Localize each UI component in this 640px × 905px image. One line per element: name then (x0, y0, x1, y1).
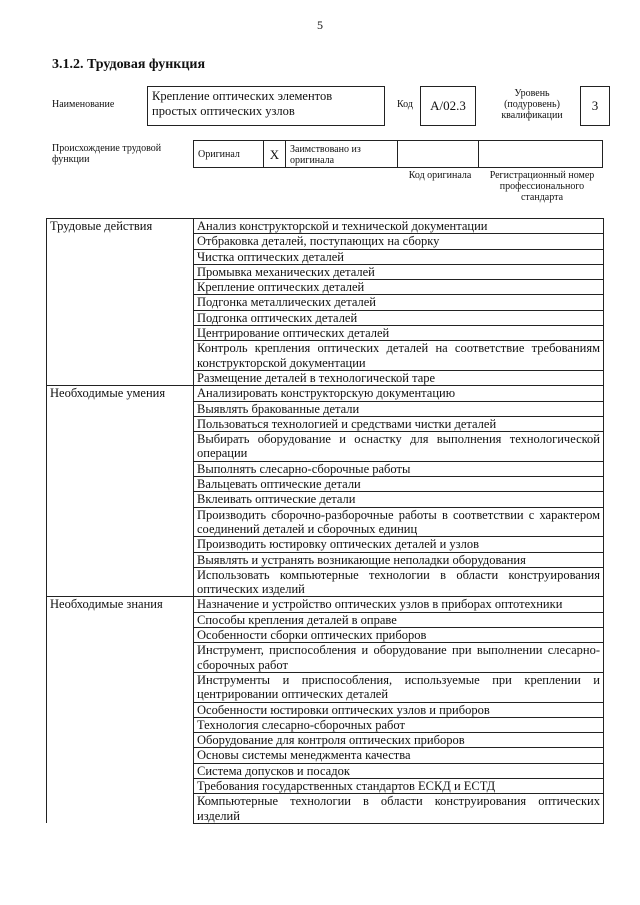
item-cell: Особенности юстировки оптических узлов и приборов (194, 702, 604, 717)
reg-number-label: Регистрационный номер профессионального стандарта (489, 170, 595, 203)
table-row (47, 401, 604, 416)
category-cell (47, 672, 194, 702)
table-row (47, 778, 604, 793)
name-label: Наименование (52, 99, 115, 110)
table-row (47, 643, 604, 673)
category-cell (47, 432, 194, 462)
table-row (47, 748, 604, 763)
item-cell: Оборудование для контроля оптических приборов (194, 733, 604, 748)
level-box (580, 86, 610, 126)
item-cell: Контроль крепления оптических деталей на соответствие требованиям конструкторской документации (194, 341, 604, 371)
item-cell: Пользоваться технологией и средствами чистки деталей (194, 416, 604, 431)
category-cell (47, 778, 194, 793)
table-row (47, 234, 604, 249)
item-cell: Способы крепления деталей в оправе (194, 612, 604, 627)
table-row (47, 507, 604, 537)
original-mark: X (269, 146, 280, 162)
category-cell (47, 326, 194, 341)
labor-function-table (46, 218, 604, 824)
code-label: Код (397, 99, 413, 110)
table-row (47, 386, 604, 401)
borrowed-cell (286, 141, 398, 167)
item-cell: Требования государственных стандартов ЕСКД и ЕСТД (194, 778, 604, 793)
original-cell (194, 141, 264, 167)
table-row (47, 628, 604, 643)
category-cell (47, 477, 194, 492)
category-cell (47, 416, 194, 431)
table-row (47, 717, 604, 732)
table-row (47, 492, 604, 507)
table-row (47, 310, 604, 325)
table-row (47, 461, 604, 476)
table-row (47, 702, 604, 717)
category-cell (47, 717, 194, 732)
original-code-cell (398, 141, 479, 167)
category-cell (47, 537, 194, 552)
item-cell: Производить юстировку оптических деталей и узлов (194, 537, 604, 552)
table-row (47, 264, 604, 279)
original-label: Оригинал (198, 148, 240, 160)
item-cell: Размещение деталей в технологической таре (194, 370, 604, 385)
table-row (47, 326, 604, 341)
level-value: 3 (591, 98, 599, 113)
category-cell: Необходимые умения (47, 386, 194, 401)
table-row (47, 280, 604, 295)
item-cell: Центрирование оптических деталей (194, 326, 604, 341)
item-cell: Технология слесарно-сборочных работ (194, 717, 604, 732)
table-row (47, 370, 604, 385)
item-cell: Инструмент, приспособления и оборудование при выполнении слесарно-сборочных работ (194, 643, 604, 673)
category-cell (47, 280, 194, 295)
table-row (47, 597, 604, 612)
origin-row (193, 140, 603, 168)
table-row (47, 733, 604, 748)
table-row (47, 552, 604, 567)
original-mark-cell (264, 141, 286, 167)
item-cell: Выбирать оборудование и оснастку для выполнения технологической операции (194, 432, 604, 462)
item-cell: Производить сборочно-разборочные работы в соответствии с характером соединений деталей и сборочных единиц (194, 507, 604, 537)
item-cell: Инструменты и приспособления, используемые при креплении и центрировании оптических деталей (194, 672, 604, 702)
item-cell: Компьютерные технологии в области конструирования оптических изделий (194, 794, 604, 824)
item-cell: Вальцевать оптические детали (194, 477, 604, 492)
category-cell (47, 507, 194, 537)
category-cell (47, 401, 194, 416)
table-row (47, 219, 604, 234)
code-box (420, 86, 476, 126)
borrowed-label: Заимствовано из оригинала (290, 144, 361, 166)
function-name-value: Крепление оптических элементов простых оптических узлов (152, 89, 333, 118)
reg-number-cell (479, 141, 602, 167)
original-code-label: Код оригинала (408, 170, 472, 181)
table-row (47, 416, 604, 431)
category-cell (47, 341, 194, 371)
item-cell: Анализ конструкторской и технической документации (194, 219, 604, 234)
item-cell: Подгонка оптических деталей (194, 310, 604, 325)
category-cell (47, 567, 194, 597)
page-number: 5 (317, 18, 323, 32)
table-row (47, 672, 604, 702)
section-title: 3.1.2. Трудовая функция (52, 57, 206, 72)
origin-label: Происхождение трудовой функции (52, 143, 162, 165)
item-cell: Основы системы менеджмента качества (194, 748, 604, 763)
category-cell (47, 234, 194, 249)
item-cell: Особенности сборки оптических приборов (194, 628, 604, 643)
category-cell (47, 763, 194, 778)
item-cell: Выявлять бракованные детали (194, 401, 604, 416)
item-cell: Выполнять слесарно-сборочные работы (194, 461, 604, 476)
table-row (47, 295, 604, 310)
category-cell (47, 552, 194, 567)
table-row (47, 477, 604, 492)
category-cell (47, 461, 194, 476)
table-row (47, 567, 604, 597)
category-cell (47, 310, 194, 325)
category-cell (47, 628, 194, 643)
item-cell: Выявлять и устранять возникающие неполадки оборудования (194, 552, 604, 567)
category-cell (47, 748, 194, 763)
category-cell: Трудовые действия (47, 219, 194, 234)
function-name-box (147, 86, 385, 126)
item-cell: Назначение и устройство оптических узлов в приборах оптотехники (194, 597, 604, 612)
table-row (47, 537, 604, 552)
table-row (47, 341, 604, 371)
item-cell: Отбраковка деталей, поступающих на сборку (194, 234, 604, 249)
item-cell: Промывка механических деталей (194, 264, 604, 279)
category-cell (47, 249, 194, 264)
item-cell: Крепление оптических деталей (194, 280, 604, 295)
category-cell (47, 733, 194, 748)
table-row (47, 794, 604, 824)
category-cell (47, 643, 194, 673)
table-row (47, 763, 604, 778)
table-row (47, 249, 604, 264)
category-cell (47, 295, 194, 310)
item-cell: Система допусков и посадок (194, 763, 604, 778)
table-row (47, 432, 604, 462)
code-value: А/02.3 (430, 98, 466, 113)
item-cell: Вклеивать оптические детали (194, 492, 604, 507)
level-label: Уровень (подуровень) квалификации (501, 88, 563, 121)
category-cell (47, 612, 194, 627)
item-cell: Анализировать конструкторскую документацию (194, 386, 604, 401)
category-cell (47, 370, 194, 385)
category-cell (47, 492, 194, 507)
category-cell (47, 794, 194, 824)
category-cell (47, 702, 194, 717)
item-cell: Использовать компьютерные технологии в области конструирования оптических изделий (194, 567, 604, 597)
item-cell: Подгонка металлических деталей (194, 295, 604, 310)
item-cell: Чистка оптических деталей (194, 249, 604, 264)
category-cell (47, 264, 194, 279)
table-row (47, 612, 604, 627)
category-cell: Необходимые знания (47, 597, 194, 612)
